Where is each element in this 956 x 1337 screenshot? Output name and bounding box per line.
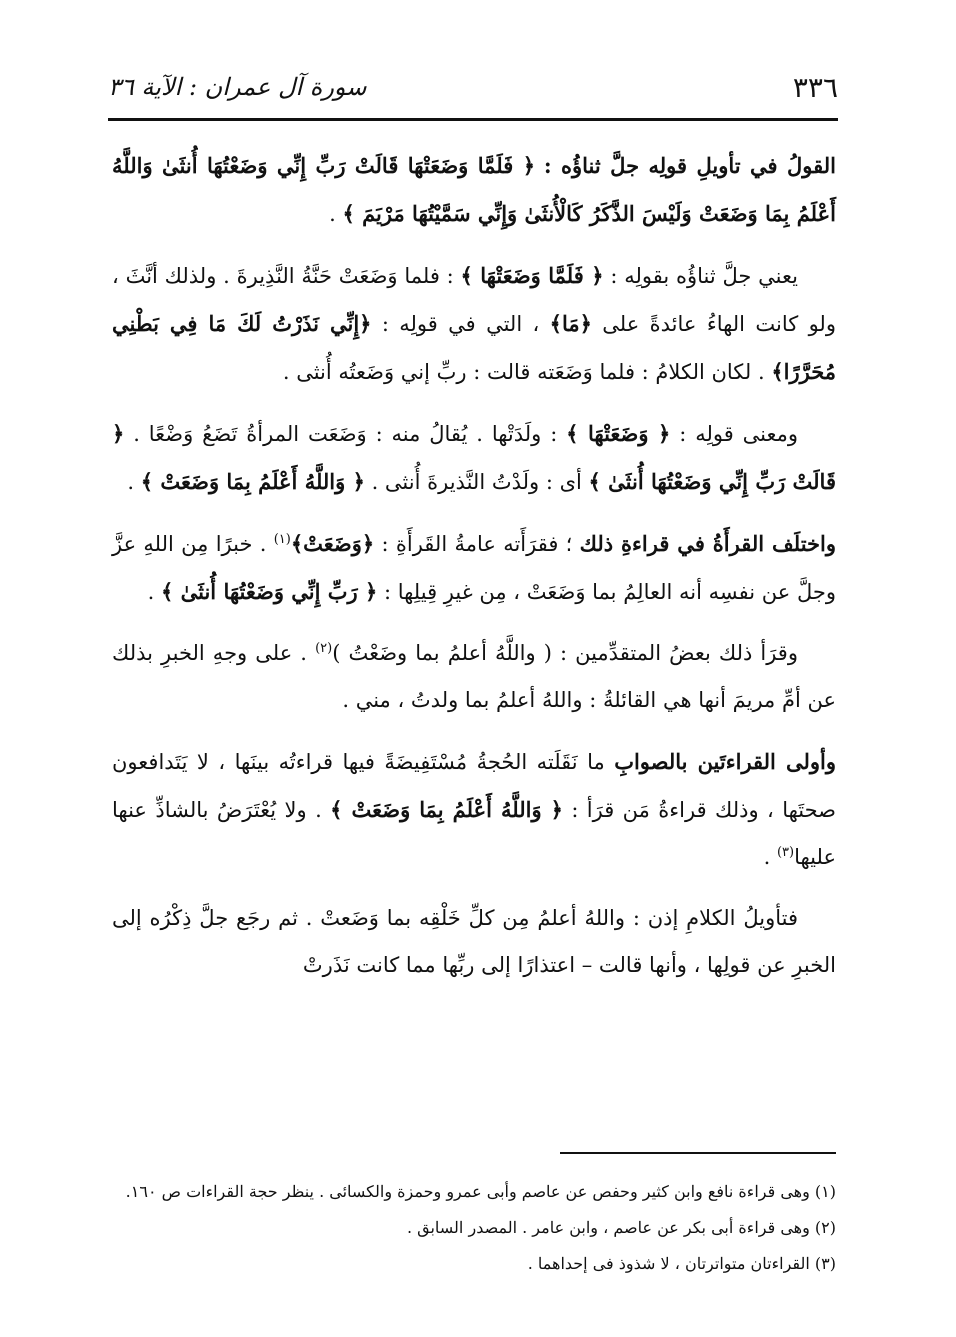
- quran-verse: ﴿ وَضَعَتْهَا ﴾: [566, 421, 671, 446]
- main-text: [112, 142, 836, 1003]
- paragraph-meaning: [112, 410, 836, 506]
- text-run: أى : ولَدْتُ النَّذيرةَ أُنثى .: [364, 470, 589, 494]
- text-run: يعني جلَّ ثناؤُه بقولِه :: [603, 264, 798, 288]
- quran-verse: ﴿مَا﴾: [549, 311, 592, 336]
- quran-verse: ﴿إِنِّي نَذَرْتُ لَكَ مَا فِي بَطْنِي مُحَرَّرًا﴾: [112, 311, 836, 384]
- paragraph-interpretation: [112, 895, 836, 989]
- footnote-marker-1[interactable]: (١): [273, 532, 291, 547]
- paragraph-heading-verse: [112, 142, 836, 238]
- quran-verse: ﴿ رَبِّ إِنِّي وَضَعْتُهَا أُنثَىٰ ﴾: [161, 579, 378, 604]
- quran-verse: ﴿ قَالَتْ رَبِّ إِنِّي وَضَعْتُهَا أُنثَىٰ ﴾: [112, 421, 836, 494]
- footnote-rule: [560, 1152, 836, 1154]
- footnote-3: (٣) القراءتان متواترتان ، لا شذوذ فى إحداهما .: [527, 1254, 836, 1273]
- text-run: . خبرًا مِن اللهِ عزَّ وجلَّ عن نفسِه أنه العالِمُ بما وَضَعَتْ ، مِن غيرِ قِيلِها :: [112, 532, 836, 604]
- text-run: ؛ فقرَأَته عامةُ القَرأَةِ :: [374, 532, 580, 556]
- footnote-1: (١) وهى قراءة نافع وابن كثير وحفص عن عاصم وأبى عمرو وحمزة والكسائى . ينظر حجة القراءات ص ١٦٠.: [125, 1182, 836, 1201]
- header-rule: [108, 118, 838, 121]
- text-run: : فلما وَضَعَتْ حَنَّةُ النَّذِيرةَ . ولذلك أنَّثَ ، ولو كانت الهاءُ عائدةً على: [112, 264, 836, 336]
- text-run: . لكان الكلامُ : فلما وَضَعَته قالت : ربِّ إني وَضَعتُه أُنثى .: [282, 360, 772, 384]
- paragraph-preferred-reading: [112, 738, 836, 881]
- quran-verse: ﴿ وَاللَّهُ أَعْلَمُ بِمَا وَضَعَتْ ﴾: [330, 797, 563, 822]
- page-number: ٣٣٦: [792, 70, 838, 104]
- quran-verse: ﴿ فَلَمَّا وَضَعَتْهَا ﴾: [460, 263, 604, 288]
- quran-verse: ﴿ وَاللَّهُ أَعْلَمُ بِمَا وَضَعَتْ ﴾: [140, 469, 365, 494]
- heading-lead: القولُ في تأويلِ قولِه جلَّ ثناؤُه :: [543, 153, 836, 178]
- footnote-2: (٢) وهى قراءة أبى بكر عن عاصم ، وابن عامر . المصدر السابق .: [406, 1218, 836, 1237]
- text-run: ما نَقَلَته الحُجةُ مُسْتَفِيضَةً فيها قراءتُه بينَها ، لا يَتَدافعون صحتَها ، وذلك قراءةُ مَن قرَأ :: [112, 750, 837, 822]
- text-run: .: [329, 202, 343, 226]
- text-run: .: [763, 845, 777, 869]
- quran-verse: ﴿وَضَعَتْ﴾: [290, 531, 375, 556]
- heading-lead: واختلَف القرأَةُ في قراءةِ ذلك: [579, 531, 836, 556]
- running-title: سورة آل عمران : الآية ٣٦: [108, 73, 367, 101]
- heading-lead: وأولى القراءتَين بالصوابِ: [614, 749, 836, 774]
- page-header: [108, 62, 838, 112]
- footnote-marker-3[interactable]: (٣): [776, 845, 795, 860]
- quran-verse: ﴿ فَلَمَّا وَضَعَتْهَا قَالَتْ رَبِّ إِنِّي وَضَعْتُهَا أُنثَىٰ وَاللَّهُ أَعْلَمُ بِمَا وَضَعَتْ وَلَيْسَ الذَّكَرُ كَالْأُنثَىٰ وَإِنِّي سَمَّيْتُهَا مَرْيَمَ ﴾: [112, 153, 836, 226]
- text-run: . على وجهِ الخبرِ بذلك عن أمِّ مريمَ أنها هي القائلةُ : واللهُ أعلمُ بما ولدتُ ، مني .: [112, 641, 836, 712]
- text-run: .: [147, 580, 161, 604]
- text-run: ومعنى قولِه :: [670, 422, 798, 446]
- paragraph-readings: [112, 520, 836, 616]
- paragraph-explanation: [112, 252, 836, 396]
- text-run: : ولَدَتْها . يُقالُ منه : وَضَعَت المرأةُ تَضَعُ وَضْعًا .: [124, 422, 567, 446]
- text-run: .: [127, 470, 141, 494]
- text-run: فتأويلُ الكلامِ إذن : واللهُ أعلمُ مِن كلِّ خَلْقِه بما وَضَعتْ . ثم رجَع جلَّ ذِكْرُه إلى الخبرِ عن قولِها ، وأنها قالت – اعتذارًا إلى ربِّها مما كانت نَذَرتْ: [112, 906, 836, 977]
- footnotes: [112, 1174, 836, 1282]
- text-run: ، التي في قولِه :: [371, 312, 550, 336]
- text-run: وقرَأ ذلك بعضُ المتقدِّمين : ( واللَّهُ أعلمُ بما وضَعْتُ ): [332, 641, 798, 665]
- paragraph-alt-reading: [112, 630, 836, 724]
- text-run: . ولا يُعْتَرَضُ بالشاذِّ عنها عليها: [112, 798, 836, 869]
- footnote-marker-2[interactable]: (٢): [315, 641, 333, 656]
